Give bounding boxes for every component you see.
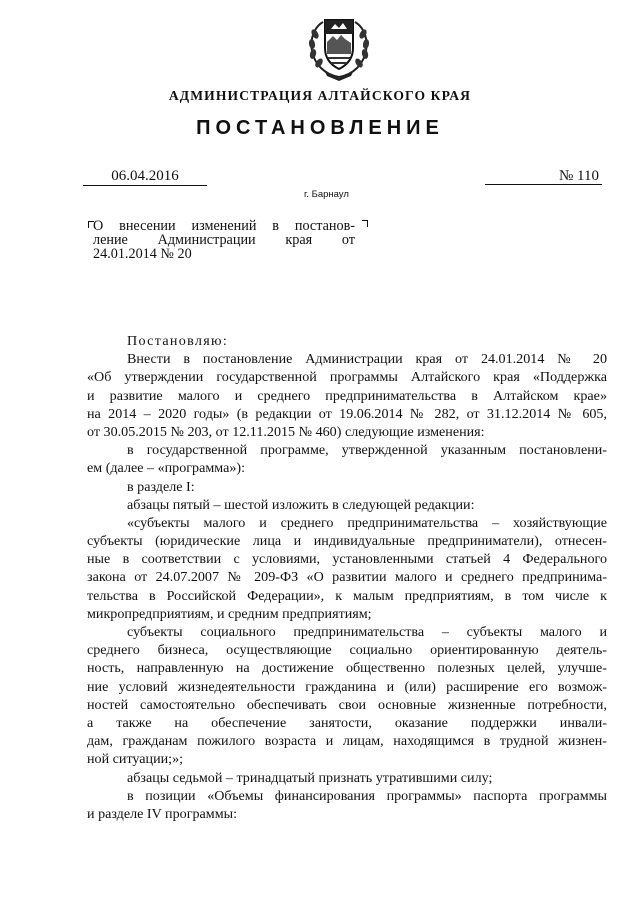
subject-line: ление Администрации края от — [93, 232, 355, 248]
body-line: тельства в Российской Федерации», к малым предприятиям, в том числе к — [87, 587, 607, 604]
body-line: ние условий жизнедеятельности гражданина и (или) расширение его возмож- — [87, 678, 607, 695]
document-date: 06.04.2016 — [83, 168, 207, 186]
body-line: Постановляю: — [127, 333, 229, 349]
body-line: в государственной программе, утвержденной указанным постановлени- — [127, 442, 607, 459]
body-line: от 30.05.2015 № 203, от 12.11.2015 № 460) следующие изменения: — [87, 423, 485, 440]
body-line: а также на обеспечение занятости, оказание поддержки инвали- — [87, 714, 607, 731]
document-type-title: ПОСТАНОВЛЕНИЕ — [196, 117, 444, 139]
subject-line: О внесении изменений в постанов- — [93, 218, 355, 234]
body-line: субъекты (юридические лица и индивидуальные предприниматели), отнесен- — [87, 533, 607, 550]
document-number: № 110 — [485, 168, 602, 185]
body-line: ные в соответствии с условиями, установленными статьей 4 Федерального — [87, 551, 607, 568]
body-line: ем (далее – «программа»): — [87, 460, 245, 477]
body-line: субъекты социального предпринимательства – субъекты малого и — [127, 624, 607, 640]
body-line: абзацы седьмой – тринадцатый признать утратившими силу; — [127, 769, 493, 786]
altai-krai-coat-of-arms-icon — [301, 10, 377, 82]
document-subject — [93, 219, 355, 261]
body-line: «Об утверждении государственной программы Алтайского края «Поддержка — [87, 369, 607, 386]
body-line: ностей самостоятельно обеспечивать свои основные жизненные потребности, — [87, 696, 607, 713]
body-line: на 2014 – 2020 годы» (в редакции от 19.06.2014 № 282, от 31.12.2014 № 605, — [87, 405, 607, 422]
body-line: Внести в постановление Администрации края от 24.01.2014 № 20 — [127, 351, 607, 368]
subject-bracket-right-icon — [362, 220, 368, 227]
document-city: г. Барнаул — [304, 189, 349, 200]
document-body — [87, 332, 607, 823]
body-line: ность, направленную на достижение общественно полезных целей, улучше- — [87, 660, 607, 677]
body-line: в разделе I: — [127, 478, 195, 495]
body-line: закона от 24.07.2007 № 209-ФЗ «О развитии малого и среднего предпринима- — [87, 569, 607, 586]
body-line: ной ситуации;»; — [87, 751, 184, 768]
body-line: микропредприятиям, и средним предприятиям; — [87, 605, 372, 622]
body-line: в позиции «Объемы финансирования программы» паспорта программы — [127, 787, 607, 804]
body-line: «субъекты малого и среднего предпринимательства – хозяйствующие — [127, 514, 607, 531]
body-line: и разделе IV программы: — [87, 805, 238, 822]
organization-name: АДМИНИСТРАЦИЯ АЛТАЙСКОГО КРАЯ — [168, 88, 472, 103]
body-line: среднего бизнеса, осуществляющие социально ориентированную деятель- — [87, 642, 607, 659]
body-line: и развитие малого и среднего предпринимательства в Алтайском крае» — [87, 387, 607, 404]
body-line: абзацы пятый – шестой изложить в следующей редакции: — [127, 496, 475, 513]
subject-line: 24.01.2014 № 20 — [93, 246, 192, 262]
body-line: дам, гражданам пожилого возраста и лицам, находящимся в трудной жизнен- — [87, 733, 607, 750]
